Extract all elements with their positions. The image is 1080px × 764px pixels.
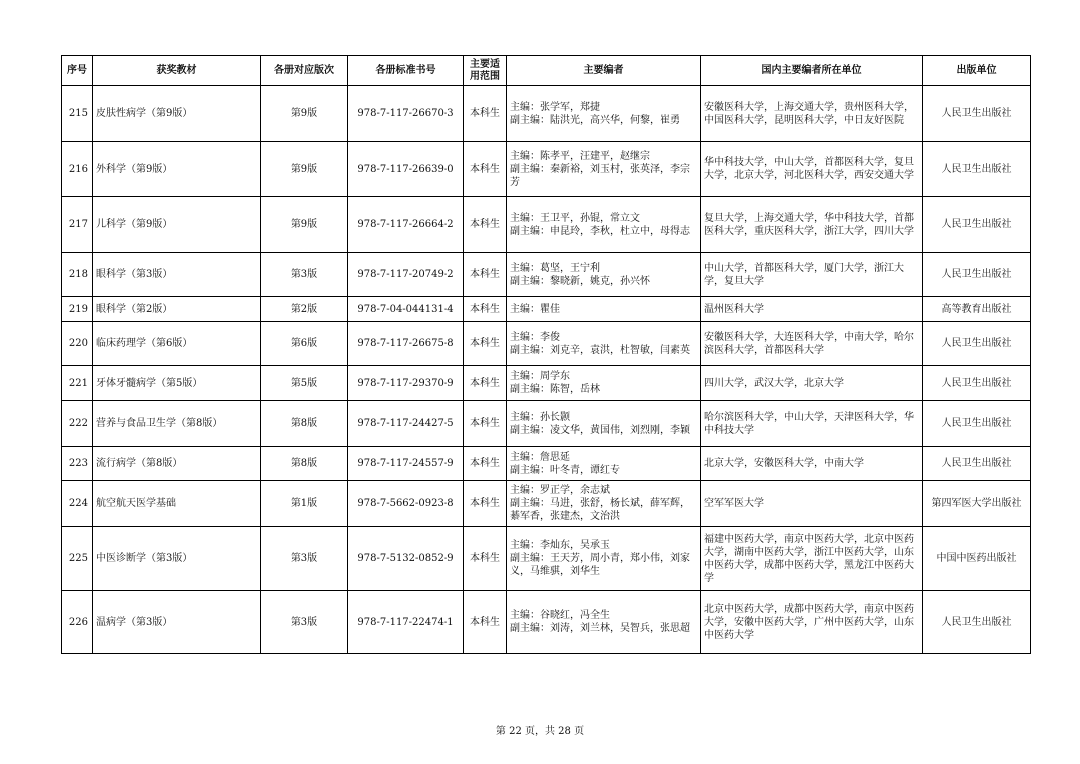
row-textbook: 皮肤性病学（第9版） bbox=[93, 86, 261, 142]
row-no: 221 bbox=[62, 366, 93, 401]
row-scope: 本科生 bbox=[464, 86, 507, 142]
table-row bbox=[62, 591, 1031, 654]
editor-line: 主编：罗正学，余志斌 bbox=[510, 485, 610, 496]
row-scope: 本科生 bbox=[464, 527, 507, 591]
row-editors bbox=[507, 142, 701, 197]
row-textbook: 中医诊断学（第3版） bbox=[93, 527, 261, 591]
row-scope: 本科生 bbox=[464, 142, 507, 197]
editor-line: 副主编：叶冬青，谭红专 bbox=[510, 464, 620, 476]
row-edition: 第9版 bbox=[261, 197, 348, 253]
row-editors bbox=[507, 591, 701, 654]
header-edition: 各册对应版次 bbox=[261, 56, 348, 86]
row-no: 224 bbox=[62, 481, 93, 527]
row-scope: 本科生 bbox=[464, 366, 507, 401]
header-publisher: 出版单位 bbox=[923, 56, 1031, 86]
row-textbook: 儿科学（第9版） bbox=[93, 197, 261, 253]
row-editors bbox=[507, 322, 701, 366]
row-isbn: 978-7-117-26670-3 bbox=[348, 86, 464, 142]
table-row bbox=[62, 527, 1031, 591]
editor-line: 副主编：王天芳，周小青，郑小伟，刘家义，马维骐，刘华生 bbox=[510, 553, 690, 577]
row-edition: 第8版 bbox=[261, 401, 348, 447]
row-scope: 本科生 bbox=[464, 297, 507, 322]
table-row bbox=[62, 86, 1031, 142]
row-edition: 第6版 bbox=[261, 322, 348, 366]
editor-line: 副主编：申昆玲，李秋，杜立中，母得志 bbox=[510, 225, 690, 237]
row-no: 226 bbox=[62, 591, 93, 654]
row-units: 安徽医科大学，大连医科大学，中南大学，哈尔滨医科大学，首都医科大学 bbox=[701, 322, 923, 366]
header-isbn: 各册标准书号 bbox=[348, 56, 464, 86]
row-publisher: 人民卫生出版社 bbox=[923, 591, 1031, 654]
table-row bbox=[62, 197, 1031, 253]
row-units: 中山大学，首都医科大学，厦门大学，浙江大学，复旦大学 bbox=[701, 253, 923, 297]
row-editors bbox=[507, 197, 701, 253]
row-units: 空军军医大学 bbox=[701, 481, 923, 527]
row-publisher: 第四军医大学出版社 bbox=[923, 481, 1031, 527]
row-isbn: 978-7-117-22474-1 bbox=[348, 591, 464, 654]
row-isbn: 978-7-117-26675-8 bbox=[348, 322, 464, 366]
row-editors bbox=[507, 253, 701, 297]
row-isbn: 978-7-117-29370-9 bbox=[348, 366, 464, 401]
editor-line: 主编：詹思延 bbox=[510, 451, 570, 463]
row-no: 219 bbox=[62, 297, 93, 322]
row-no: 222 bbox=[62, 401, 93, 447]
row-units: 北京大学，安徽医科大学，中南大学 bbox=[701, 447, 923, 481]
table-row bbox=[62, 366, 1031, 401]
table-row bbox=[62, 297, 1031, 322]
row-editors bbox=[507, 447, 701, 481]
editor-line: 副主编：陈智，岳林 bbox=[510, 384, 600, 395]
row-no: 223 bbox=[62, 447, 93, 481]
row-isbn: 978-7-117-24557-9 bbox=[348, 447, 464, 481]
row-textbook: 牙体牙髓病学（第5版） bbox=[93, 366, 261, 401]
row-edition: 第3版 bbox=[261, 591, 348, 654]
row-publisher: 高等教育出版社 bbox=[923, 297, 1031, 322]
award-textbook-table bbox=[61, 55, 1031, 654]
row-units: 华中科技大学，中山大学，首都医科大学，复旦大学，北京大学，河北医科大学，西安交通大学 bbox=[701, 142, 923, 197]
page-footer: 第 22 页，共 28 页 bbox=[495, 726, 585, 737]
row-scope: 本科生 bbox=[464, 447, 507, 481]
row-editors bbox=[507, 401, 701, 447]
table-row bbox=[62, 447, 1031, 481]
row-isbn: 978-7-117-26639-0 bbox=[348, 142, 464, 197]
row-publisher: 人民卫生出版社 bbox=[923, 401, 1031, 447]
editor-line: 主编：张学军，郑捷 bbox=[510, 101, 600, 113]
row-publisher: 人民卫生出版社 bbox=[923, 366, 1031, 401]
row-publisher: 人民卫生出版社 bbox=[923, 86, 1031, 142]
table-row bbox=[62, 253, 1031, 297]
row-textbook: 流行病学（第8版） bbox=[93, 447, 261, 481]
row-units: 福建中医药大学，南京中医药大学，北京中医药大学，湖南中医药大学，浙江中医药大学，山东中医药大学，成都中医药大学，黑龙江中医药大学 bbox=[701, 527, 923, 591]
row-no: 217 bbox=[62, 197, 93, 253]
row-publisher: 人民卫生出版社 bbox=[923, 142, 1031, 197]
row-textbook: 营养与食品卫生学（第8版） bbox=[93, 401, 261, 447]
row-publisher: 中国中医药出版社 bbox=[923, 527, 1031, 591]
row-units: 复旦大学，上海交通大学，华中科技大学，首都医科大学，重庆医科大学，浙江大学，四川大学 bbox=[701, 197, 923, 253]
table-row bbox=[62, 142, 1031, 197]
header-editors: 主要编者 bbox=[507, 56, 701, 86]
editor-line: 副主编：刘涛，刘兰林，吴智兵，张思超 bbox=[510, 623, 690, 634]
row-units: 哈尔滨医科大学，中山大学，天津医科大学，华中科技大学 bbox=[701, 401, 923, 447]
row-editors bbox=[507, 527, 701, 591]
editor-line: 主编：葛坚，王宁利 bbox=[510, 262, 600, 274]
row-edition: 第3版 bbox=[261, 527, 348, 591]
row-edition: 第8版 bbox=[261, 447, 348, 481]
row-edition: 第9版 bbox=[261, 86, 348, 142]
row-scope: 本科生 bbox=[464, 322, 507, 366]
row-textbook: 外科学（第9版） bbox=[93, 142, 261, 197]
row-edition: 第2版 bbox=[261, 297, 348, 322]
row-no: 220 bbox=[62, 322, 93, 366]
row-no: 215 bbox=[62, 86, 93, 142]
row-units: 北京中医药大学，成都中医药大学，南京中医药大学，安徽中医药大学，广州中医药大学，山东中医药大学 bbox=[701, 591, 923, 654]
row-scope: 本科生 bbox=[464, 253, 507, 297]
row-no: 225 bbox=[62, 527, 93, 591]
table-row bbox=[62, 401, 1031, 447]
editor-line: 副主编：秦新裕，刘玉村，张英泽，李宗芳 bbox=[510, 163, 690, 188]
row-scope: 本科生 bbox=[464, 401, 507, 447]
editor-line: 主编：陈孝平，汪建平，赵继宗 bbox=[510, 150, 650, 162]
row-publisher: 人民卫生出版社 bbox=[923, 322, 1031, 366]
editor-line: 主编：王卫平，孙锟，常立文 bbox=[510, 212, 640, 224]
row-publisher: 人民卫生出版社 bbox=[923, 197, 1031, 253]
row-editors bbox=[507, 86, 701, 142]
row-publisher: 人民卫生出版社 bbox=[923, 253, 1031, 297]
row-isbn: 978-7-5662-0923-8 bbox=[348, 481, 464, 527]
row-isbn: 978-7-117-24427-5 bbox=[348, 401, 464, 447]
row-scope: 本科生 bbox=[464, 591, 507, 654]
editor-line: 主编：瞿佳 bbox=[510, 303, 560, 315]
row-isbn: 978-7-5132-0852-9 bbox=[348, 527, 464, 591]
row-edition: 第5版 bbox=[261, 366, 348, 401]
editor-line: 副主编：陆洪光，高兴华，何黎，崔勇 bbox=[510, 114, 680, 126]
editor-line: 副主编：马进，张舒，杨长斌，薛军辉，綦军香，张建杰，文治洪 bbox=[510, 498, 690, 522]
editor-line: 主编：谷晓红，冯全生 bbox=[510, 610, 610, 621]
row-edition: 第9版 bbox=[261, 142, 348, 197]
row-isbn: 978-7-04-044131-4 bbox=[348, 297, 464, 322]
row-units: 温州医科大学 bbox=[701, 297, 923, 322]
editor-line: 副主编：刘克辛，袁洪，杜智敏，闫素英 bbox=[510, 344, 690, 356]
row-isbn: 978-7-117-20749-2 bbox=[348, 253, 464, 297]
header-scope: 主要适用范围 bbox=[464, 56, 507, 86]
row-textbook: 眼科学（第3版） bbox=[93, 253, 261, 297]
header-no: 序号 bbox=[62, 56, 93, 86]
row-edition: 第1版 bbox=[261, 481, 348, 527]
editor-line: 主编：周学东 bbox=[510, 371, 570, 382]
table-row bbox=[62, 481, 1031, 527]
row-units: 四川大学，武汉大学，北京大学 bbox=[701, 366, 923, 401]
award-table-container bbox=[61, 55, 1030, 654]
row-isbn: 978-7-117-26664-2 bbox=[348, 197, 464, 253]
editor-line: 主编：李俊 bbox=[510, 331, 560, 343]
table-header-row bbox=[62, 56, 1031, 86]
editor-line: 主编：李灿东，吴承玉 bbox=[510, 540, 610, 551]
row-edition: 第3版 bbox=[261, 253, 348, 297]
row-textbook: 温病学（第3版） bbox=[93, 591, 261, 654]
row-textbook: 临床药理学（第6版） bbox=[93, 322, 261, 366]
row-editors bbox=[507, 366, 701, 401]
editor-line: 主编：孙长颢 bbox=[510, 411, 570, 423]
row-editors bbox=[507, 297, 701, 322]
header-units: 国内主要编者所在单位 bbox=[701, 56, 923, 86]
row-textbook: 眼科学（第2版） bbox=[93, 297, 261, 322]
row-no: 216 bbox=[62, 142, 93, 197]
row-editors bbox=[507, 481, 701, 527]
row-publisher: 人民卫生出版社 bbox=[923, 447, 1031, 481]
editor-line: 副主编：凌文华，黄国伟，刘烈刚，李颖 bbox=[510, 424, 690, 436]
header-textbook: 获奖教材 bbox=[93, 56, 261, 86]
row-no: 218 bbox=[62, 253, 93, 297]
row-textbook: 航空航天医学基础 bbox=[93, 481, 261, 527]
table-row bbox=[62, 322, 1031, 366]
row-scope: 本科生 bbox=[464, 481, 507, 527]
editor-line: 副主编：黎晓新，姚克，孙兴怀 bbox=[510, 275, 650, 287]
row-units: 安徽医科大学，上海交通大学，贵州医科大学，中国医科大学，昆明医科大学，中日友好医院 bbox=[701, 86, 923, 142]
row-scope: 本科生 bbox=[464, 197, 507, 253]
